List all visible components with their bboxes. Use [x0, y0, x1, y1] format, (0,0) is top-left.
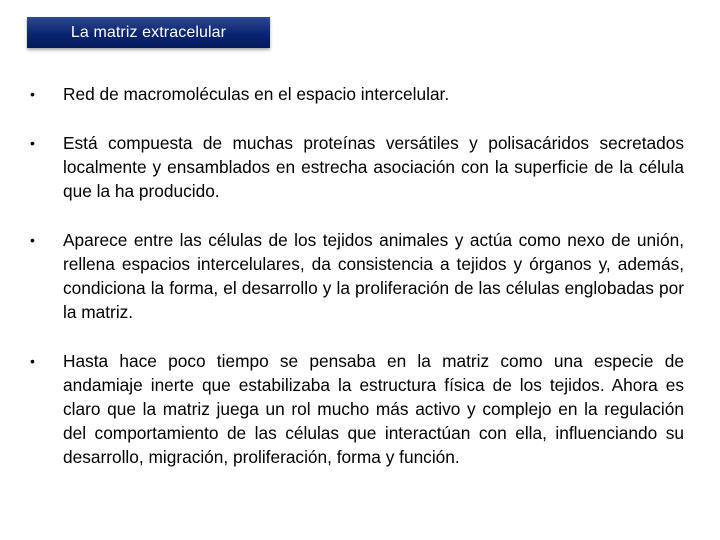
bullet-text: Hasta hace poco tiempo se pensaba en la matriz como una especie de andamiaje inerte que estabilizaba la estructura física de los tejidos. Ahora es claro que la matriz juega un rol mucho más activo y complejo en la regulación del comportamiento de las células que interactúan con ella, influenciando su desarrollo, migración, proliferación, forma y función.	[63, 351, 684, 467]
bullet-marker: •	[30, 86, 35, 102]
bullet-list	[28, 82, 684, 469]
bullet-text: Aparece entre las células de los tejidos animales y actúa como nexo de unión, rellena espacios intercelulares, da consistencia a tejidos y órganos y, además, condiciona la forma, el desarrollo y la proliferación de las células englobadas por la matriz.	[63, 230, 684, 322]
bullet-marker: •	[30, 135, 35, 151]
bullet-marker: •	[30, 353, 35, 369]
slide-title: La matriz extracelular	[70, 23, 227, 41]
bullet-item	[28, 228, 684, 324]
bullet-marker: •	[30, 232, 35, 248]
bullet-text: Red de macromoléculas en el espacio intercelular.	[63, 84, 450, 104]
bullet-item	[28, 349, 684, 469]
bullet-item	[28, 131, 684, 203]
bullet-item	[28, 82, 684, 106]
title-banner	[27, 17, 270, 48]
bullet-text: Está compuesta de muchas proteínas versátiles y polisacáridos secretados localmente y ensamblados en estrecha asociación con la superficie de la célula que la ha producido.	[63, 133, 684, 201]
